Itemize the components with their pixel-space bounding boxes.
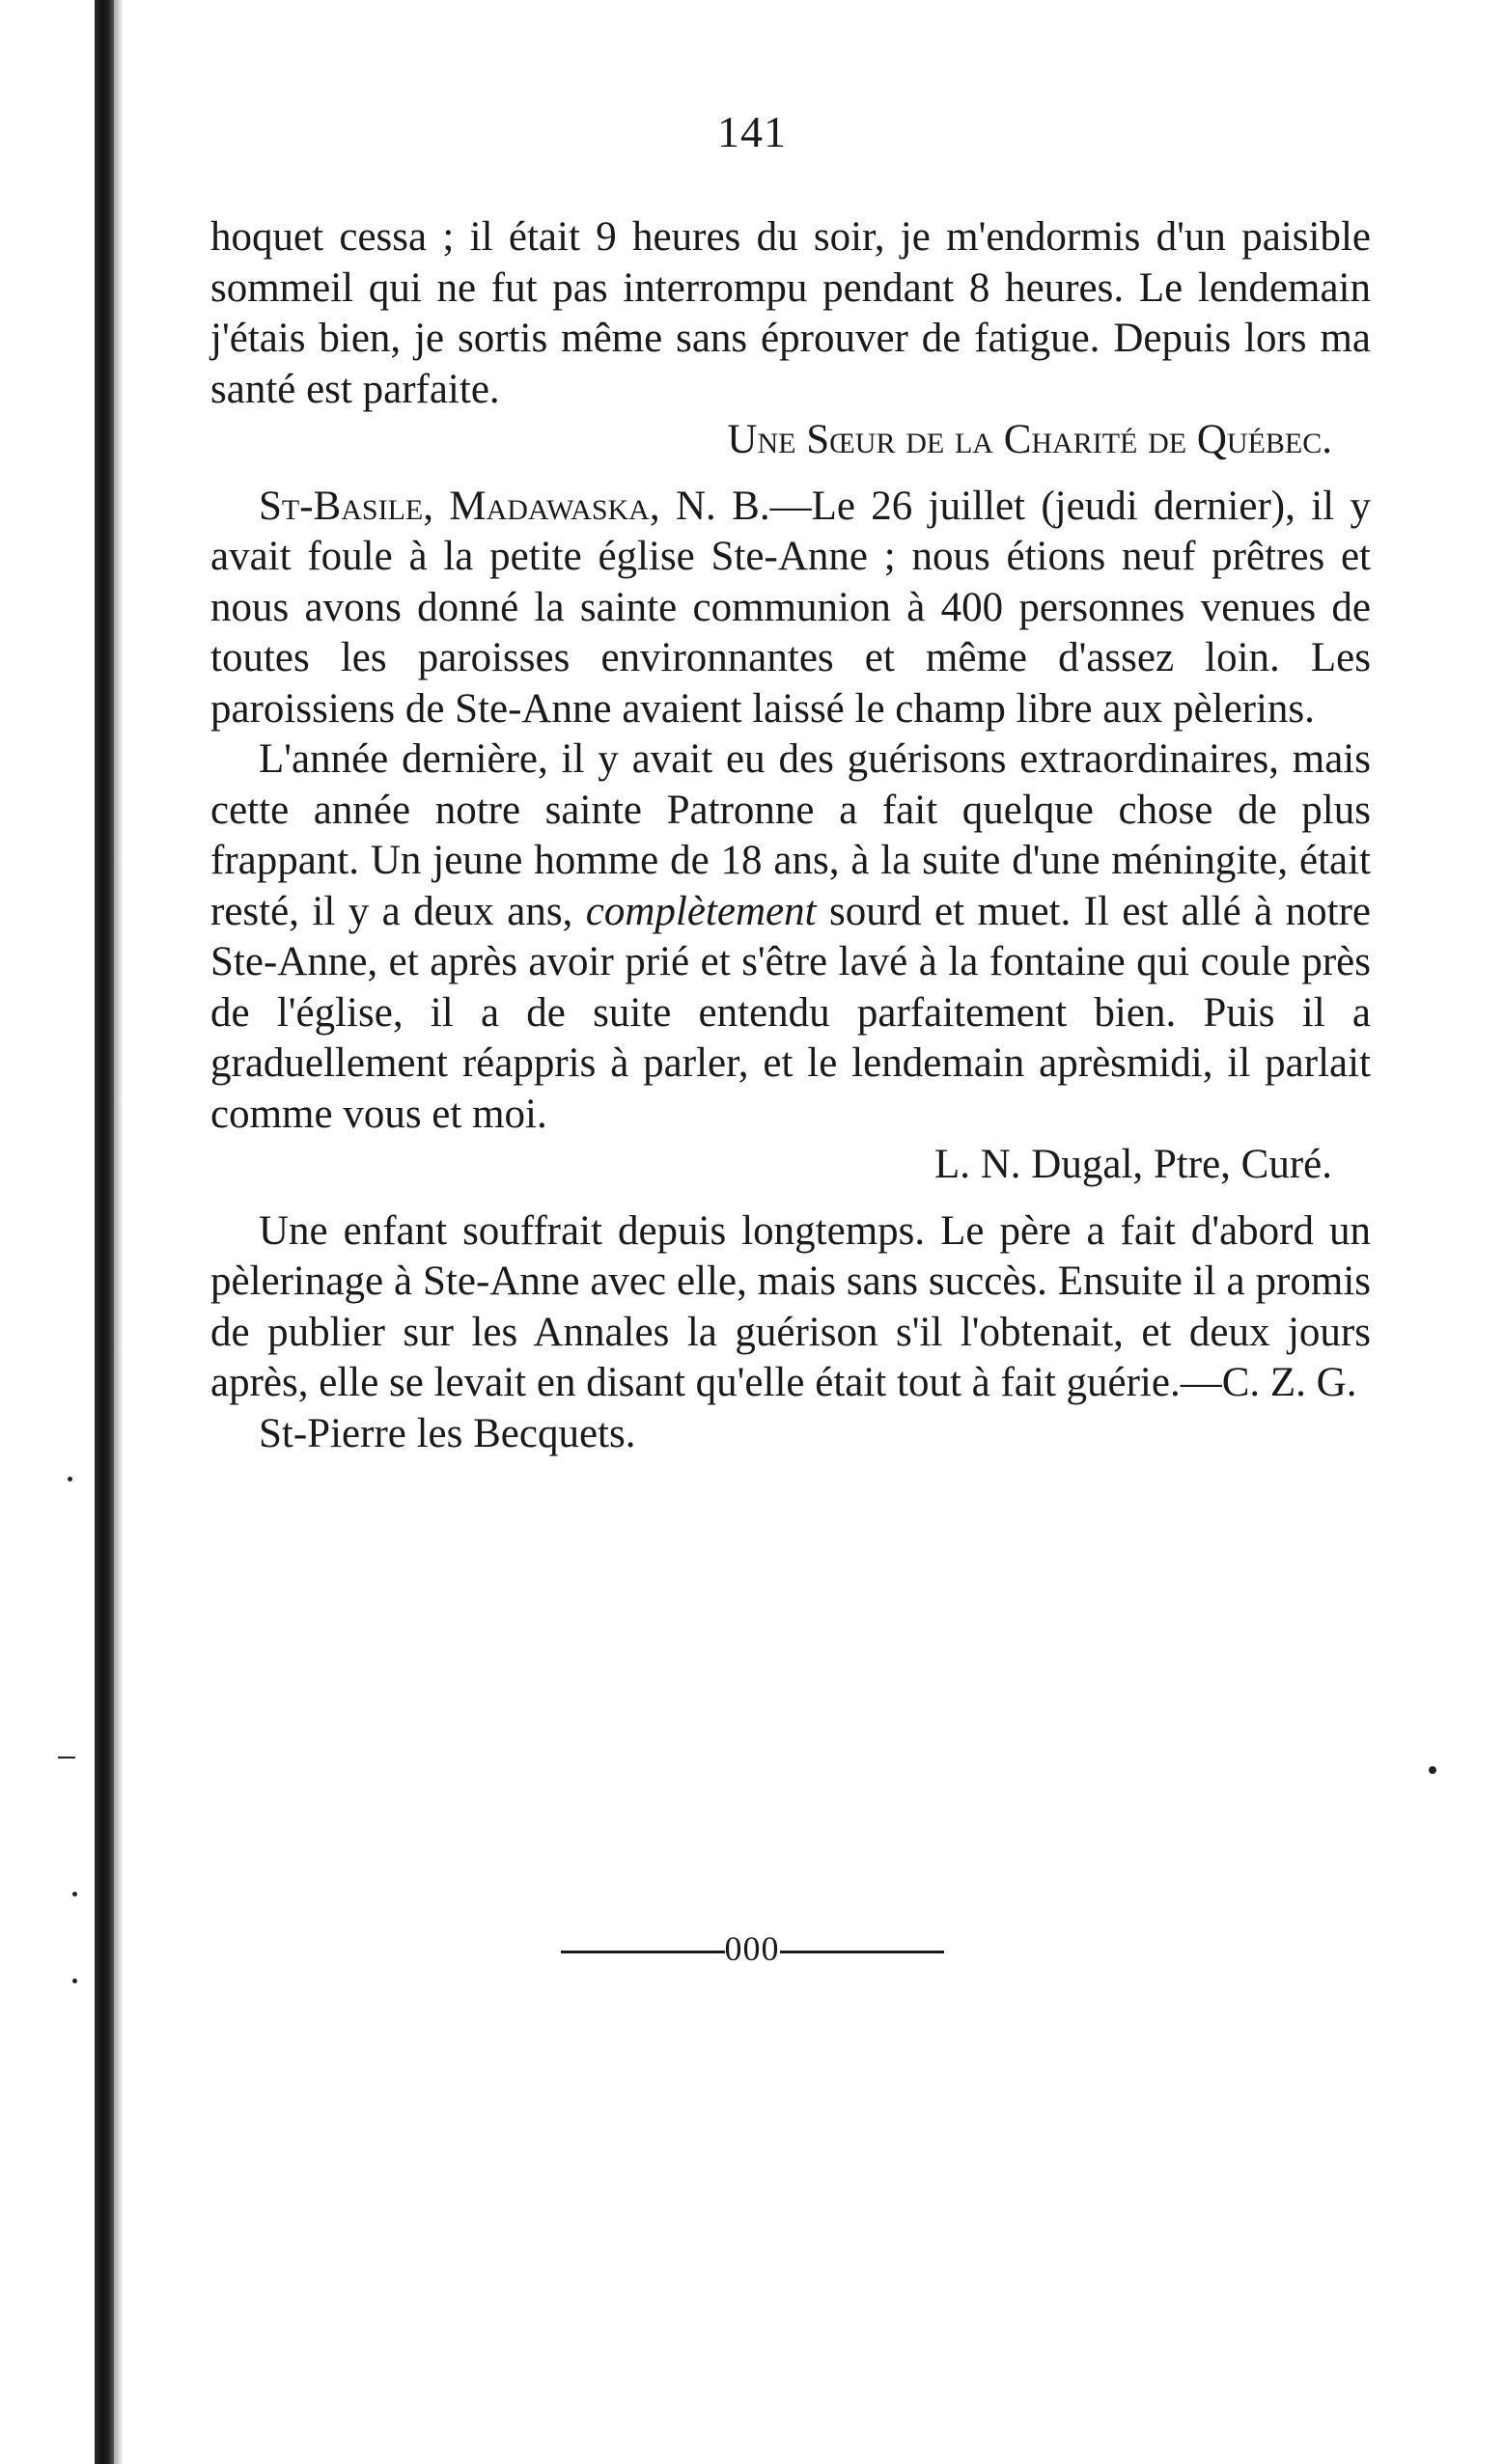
- text-column: [210, 212, 1371, 1459]
- separator-rule-left: [561, 1951, 725, 1953]
- signature-dugal: [210, 1140, 1371, 1191]
- scan-speck: [72, 1892, 77, 1896]
- paragraph-guerisons-text-a: L'année dernière, il y avait eu des guérisons extraordinaires, mais cette année notre sainte Patronne a fait quelque chose de plus frappant. Un jeune homme de 18 ans, à la suite d'une méningite, était resté, il y a deux ans,: [210, 736, 1371, 934]
- place-name: St-Basile, Madawaska, N. B.: [259, 483, 770, 529]
- paragraph-guerisons-text-b: sourd et muet. Il est allé à notre Ste-Anne, et après avoir prié et s'être lavé à la fontaine qui coule près de l'église, il a de suite entendu parfaitement bien. Puis il a graduellement réappris à parler, et le lendemain aprèsmidi, il parlait comme vous et moi.: [210, 888, 1372, 1137]
- binding-shadow: [114, 0, 124, 2464]
- place-st-pierre: St-Pierre les Becquets.: [259, 1410, 636, 1456]
- scan-speck: [68, 1477, 72, 1481]
- separator-rule-right: [780, 1951, 944, 1953]
- paragraph-guerisons: [210, 734, 1371, 1140]
- page-number: 141: [717, 107, 787, 156]
- book-binding-edge: [95, 0, 114, 2464]
- section-separator: [0, 1928, 1504, 1969]
- signature-dugal-text: L. N. Dugal, Ptre, Curé.: [933, 1142, 1332, 1187]
- scan-speck: [72, 1979, 77, 1983]
- paragraph-enfant: Une enfant souffrait depuis longtemps. Le père a fait d'abord un pèlerinage à Ste-Anne avec elle, mais sans succès. Ensuite il a promis de publier sur les Annales la guérison s'il l'obtenait, et deux jours après, elle se levait en disant qu'elle était tout à fait guérie.—C. Z. G.: [210, 1207, 1371, 1405]
- scan-speck: [1429, 1766, 1436, 1774]
- paragraph-hoquet: hoquet cessa ; il était 9 heures du soir, je m'endormis d'un paisible sommeil qui ne fut pas interrompu pendant 8 heures. Le lendemain j'étais bien, je sortis même sans éprouver de fatigue. Depuis lors ma santé est parfaite.: [210, 214, 1371, 412]
- paragraph-st-basile-text: —Le 26 juillet (jeudi dernier), il y avait foule à la petite église Ste-Anne ; nous étions neuf prêtres et nous avons donné la sainte communion à 400 personnes venues de toutes les paroisses environnantes et même d'assez loin. Les paroissiens de Ste-Anne avaient laissé le champ libre aux pèlerins.: [210, 483, 1371, 732]
- emphasis-word: complètement: [585, 888, 817, 934]
- paragraph-st-basile: [210, 482, 1371, 735]
- spacer: [210, 466, 1371, 482]
- scan-speck: [58, 1757, 75, 1758]
- spacer: [210, 1191, 1371, 1206]
- separator-text: 000: [724, 1929, 780, 1968]
- signature-soeur-charite: Une Sœur de la Charité de Québec.: [727, 417, 1332, 462]
